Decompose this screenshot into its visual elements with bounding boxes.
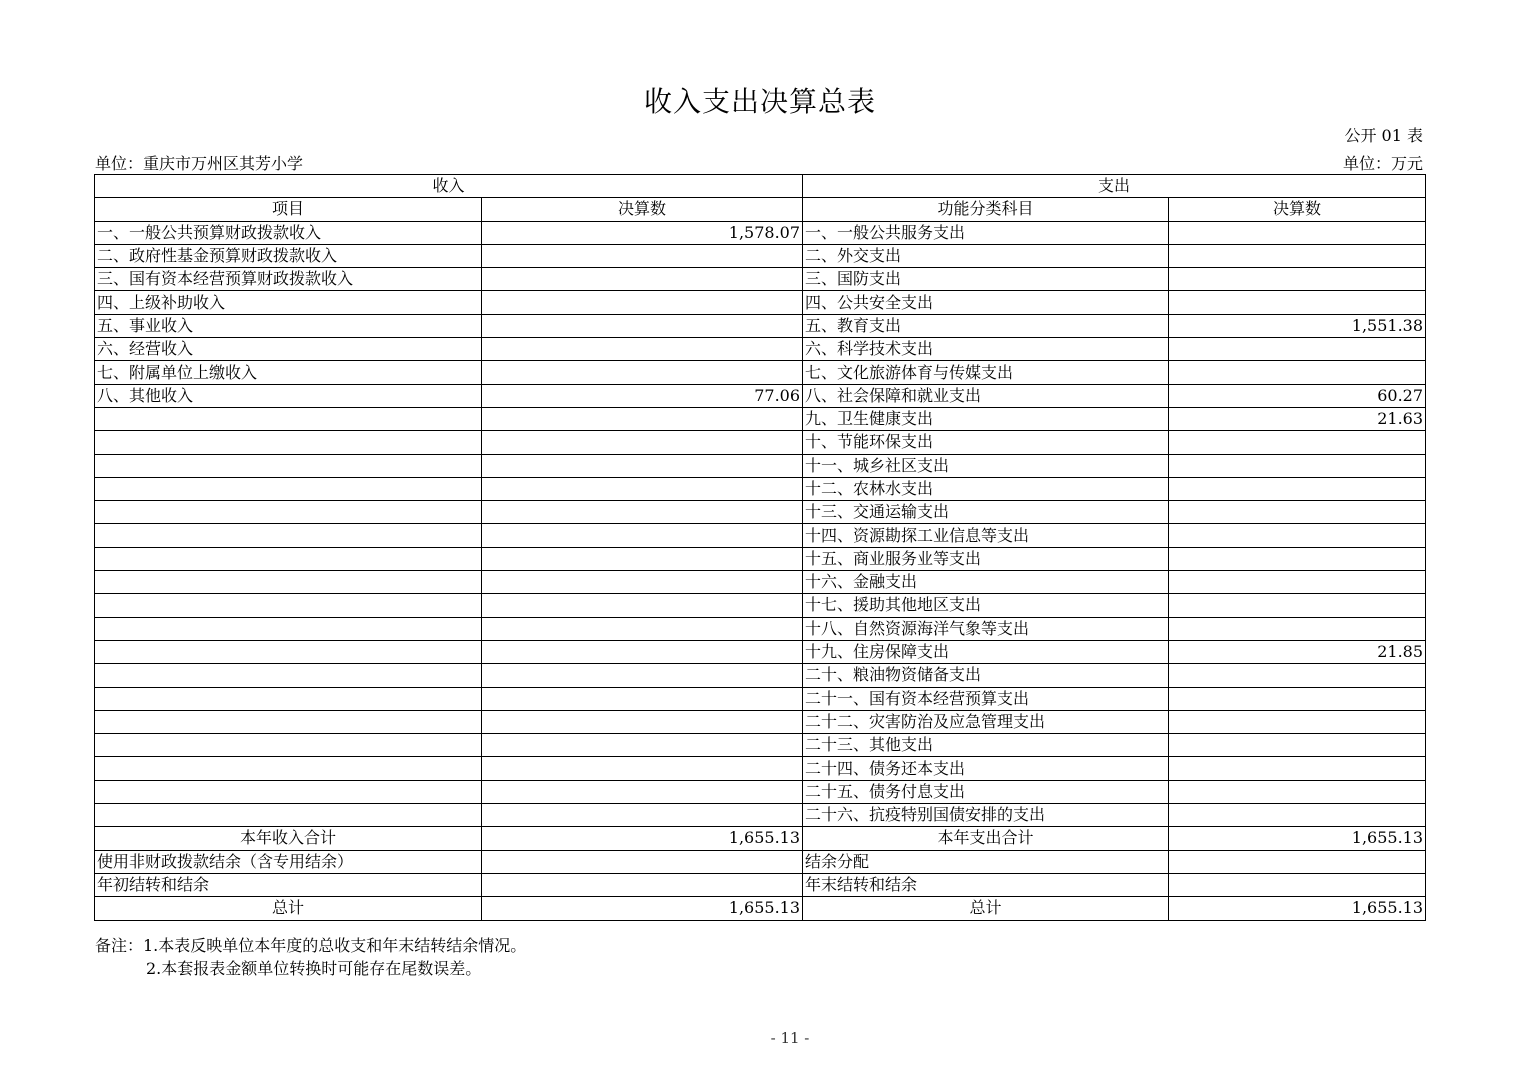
total-row — [95, 897, 1426, 920]
income-amount-cell — [482, 454, 803, 477]
income-amount-header: 决算数 — [482, 198, 803, 221]
income-item-cell — [95, 407, 482, 430]
table-row — [95, 594, 1426, 617]
expense-amount-cell — [1169, 617, 1426, 640]
expense-total-label: 总计 — [803, 897, 1169, 920]
table-row — [95, 873, 1426, 896]
income-item-cell — [95, 501, 482, 524]
table-row — [95, 384, 1426, 407]
income-item-cell — [95, 687, 482, 710]
expense-amount-cell — [1169, 291, 1426, 314]
income-item-cell: 五、事业收入 — [95, 314, 482, 337]
expense-amount-cell — [1169, 804, 1426, 827]
expense-item-cell: 六、科学技术支出 — [803, 338, 1169, 361]
expense-subtotal-label: 本年支出合计 — [803, 827, 1169, 850]
expense-item-cell: 五、教育支出 — [803, 314, 1169, 337]
table-row — [95, 850, 1426, 873]
expense-amount-cell — [1169, 780, 1426, 803]
income-amount-cell — [482, 291, 803, 314]
expense-item-cell: 十二、农林水支出 — [803, 477, 1169, 500]
expense-item-cell: 二十一、国有资本经营预算支出 — [803, 687, 1169, 710]
expense-item-cell: 十六、金融支出 — [803, 571, 1169, 594]
expense-amount-cell — [1169, 734, 1426, 757]
income-amount-cell — [482, 757, 803, 780]
table-code: 公开 01 表 — [1344, 126, 1423, 145]
expense-amount-cell: 21.63 — [1169, 407, 1426, 430]
expense-total-amount: 1,655.13 — [1169, 897, 1426, 920]
income-item-cell: 六、经营收入 — [95, 338, 482, 361]
expense-item-cell: 十三、交通运输支出 — [803, 501, 1169, 524]
income-item-cell — [95, 780, 482, 803]
table-summary — [95, 827, 1426, 920]
income-amount-cell — [482, 710, 803, 733]
income-item-cell: 年初结转和结余 — [95, 873, 482, 896]
income-item-cell — [95, 664, 482, 687]
income-amount-cell — [482, 850, 803, 873]
expense-amount-header: 决算数 — [1169, 198, 1426, 221]
expense-amount-cell — [1169, 687, 1426, 710]
income-item-cell: 七、附属单位上缴收入 — [95, 361, 482, 384]
expense-amount-cell — [1169, 710, 1426, 733]
table-row — [95, 664, 1426, 687]
income-item-cell — [95, 710, 482, 733]
expense-amount-cell — [1169, 524, 1426, 547]
income-item-cell: 三、国有资本经营预算财政拨款收入 — [95, 268, 482, 291]
table-row — [95, 338, 1426, 361]
expense-subtotal-amount: 1,655.13 — [1169, 827, 1426, 850]
income-item-cell — [95, 594, 482, 617]
income-item-cell: 二、政府性基金预算财政拨款收入 — [95, 244, 482, 267]
income-item-cell — [95, 640, 482, 663]
income-item-cell — [95, 804, 482, 827]
unit-organization: 单位：重庆市万州区其芳小学 — [95, 154, 304, 173]
income-item-cell — [95, 477, 482, 500]
expense-item-cell: 十四、资源勘探工业信息等支出 — [803, 524, 1169, 547]
expense-amount-cell — [1169, 664, 1426, 687]
page-number: - 11 - — [770, 1029, 810, 1047]
expense-amount-cell: 1,551.38 — [1169, 314, 1426, 337]
expense-item-cell: 二十四、债务还本支出 — [803, 757, 1169, 780]
expense-item-cell: 十七、援助其他地区支出 — [803, 594, 1169, 617]
expense-item-cell: 八、社会保障和就业支出 — [803, 384, 1169, 407]
table-row — [95, 407, 1426, 430]
subtotal-row — [95, 827, 1426, 850]
expense-amount-cell: 60.27 — [1169, 384, 1426, 407]
expense-amount-cell — [1169, 361, 1426, 384]
expense-amount-cell — [1169, 431, 1426, 454]
income-item-cell: 一、一般公共预算财政拨款收入 — [95, 221, 482, 244]
expense-amount-cell — [1169, 547, 1426, 570]
expense-item-cell: 十、节能环保支出 — [803, 431, 1169, 454]
expense-item-cell: 九、卫生健康支出 — [803, 407, 1169, 430]
table-row — [95, 757, 1426, 780]
income-amount-cell — [482, 734, 803, 757]
income-item-cell — [95, 617, 482, 640]
expense-item-cell: 十一、城乡社区支出 — [803, 454, 1169, 477]
page-title: 收入支出决算总表 — [643, 85, 876, 118]
income-amount-cell — [482, 617, 803, 640]
expense-item-header: 功能分类科目 — [803, 198, 1169, 221]
income-amount-cell — [482, 664, 803, 687]
income-expense-table — [94, 174, 1426, 921]
income-subtotal-label: 本年收入合计 — [95, 827, 482, 850]
income-total-amount: 1,655.13 — [482, 897, 803, 920]
table-row — [95, 687, 1426, 710]
income-amount-cell — [482, 268, 803, 291]
table-row — [95, 710, 1426, 733]
expense-amount-cell — [1169, 338, 1426, 361]
income-amount-cell — [482, 407, 803, 430]
income-item-cell: 使用非财政拨款结余（含专用结余） — [95, 850, 482, 873]
table-row — [95, 361, 1426, 384]
income-amount-cell — [482, 780, 803, 803]
expense-amount-cell — [1169, 594, 1426, 617]
expense-group-header: 支出 — [803, 175, 1426, 198]
expense-amount-cell — [1169, 268, 1426, 291]
expense-item-cell: 二十五、债务付息支出 — [803, 780, 1169, 803]
expense-amount-cell — [1169, 501, 1426, 524]
table-column-header-row — [95, 198, 1426, 221]
table-body — [95, 221, 1426, 827]
expense-item-cell: 二十三、其他支出 — [803, 734, 1169, 757]
table-row — [95, 640, 1426, 663]
expense-amount-cell — [1169, 454, 1426, 477]
unit-currency: 单位：万元 — [1342, 154, 1423, 173]
expense-item-cell: 四、公共安全支出 — [803, 291, 1169, 314]
income-item-cell — [95, 757, 482, 780]
table-row — [95, 524, 1426, 547]
table-group-header-row — [95, 175, 1426, 198]
table-row — [95, 617, 1426, 640]
income-item-header: 项目 — [95, 198, 482, 221]
income-amount-cell — [482, 361, 803, 384]
income-amount-cell — [482, 547, 803, 570]
expense-amount-cell — [1169, 221, 1426, 244]
income-amount-cell — [482, 501, 803, 524]
income-item-cell — [95, 431, 482, 454]
expense-item-cell: 二十六、抗疫特别国债安排的支出 — [803, 804, 1169, 827]
expense-amount-cell — [1169, 477, 1426, 500]
expense-amount-cell — [1169, 850, 1426, 873]
note-line-2: 2.本套报表金额单位转换时可能存在尾数误差。 — [146, 959, 482, 978]
expense-item-cell: 十五、商业服务业等支出 — [803, 547, 1169, 570]
expense-item-cell: 二、外交支出 — [803, 244, 1169, 267]
table-row — [95, 477, 1426, 500]
expense-item-cell: 七、文化旅游体育与传媒支出 — [803, 361, 1169, 384]
table-row — [95, 431, 1426, 454]
income-amount-cell — [482, 594, 803, 617]
expense-item-cell: 三、国防支出 — [803, 268, 1169, 291]
table-row — [95, 571, 1426, 594]
table-row — [95, 314, 1426, 337]
income-group-header: 收入 — [95, 175, 803, 198]
income-subtotal-amount: 1,655.13 — [482, 827, 803, 850]
income-amount-cell — [482, 244, 803, 267]
expense-item-cell: 二十、粮油物资储备支出 — [803, 664, 1169, 687]
expense-item-cell: 结余分配 — [803, 850, 1169, 873]
expense-item-cell: 十八、自然资源海洋气象等支出 — [803, 617, 1169, 640]
income-amount-cell — [482, 640, 803, 663]
income-amount-cell — [482, 314, 803, 337]
table-row — [95, 221, 1426, 244]
table-row — [95, 268, 1426, 291]
income-item-cell — [95, 571, 482, 594]
income-item-cell: 八、其他收入 — [95, 384, 482, 407]
table-row — [95, 804, 1426, 827]
income-amount-cell — [482, 873, 803, 896]
table-row — [95, 501, 1426, 524]
income-amount-cell — [482, 338, 803, 361]
notes — [95, 934, 526, 980]
expense-amount-cell — [1169, 873, 1426, 896]
income-amount-cell: 1,578.07 — [482, 221, 803, 244]
expense-amount-cell — [1169, 757, 1426, 780]
income-item-cell: 四、上级补助收入 — [95, 291, 482, 314]
table-row — [95, 734, 1426, 757]
income-item-cell — [95, 524, 482, 547]
table-row — [95, 780, 1426, 803]
income-amount-cell — [482, 571, 803, 594]
income-item-cell — [95, 454, 482, 477]
table-row — [95, 454, 1426, 477]
expense-item-cell: 二十二、灾害防治及应急管理支出 — [803, 710, 1169, 733]
income-amount-cell: 77.06 — [482, 384, 803, 407]
income-amount-cell — [482, 524, 803, 547]
table-row — [95, 291, 1426, 314]
expense-item-cell: 年末结转和结余 — [803, 873, 1169, 896]
income-amount-cell — [482, 804, 803, 827]
expense-amount-cell: 21.85 — [1169, 640, 1426, 663]
expense-amount-cell — [1169, 244, 1426, 267]
expense-amount-cell — [1169, 571, 1426, 594]
expense-item-cell: 一、一般公共服务支出 — [803, 221, 1169, 244]
income-item-cell — [95, 734, 482, 757]
table-row — [95, 547, 1426, 570]
income-amount-cell — [482, 477, 803, 500]
income-amount-cell — [482, 431, 803, 454]
table-row — [95, 244, 1426, 267]
income-amount-cell — [482, 687, 803, 710]
expense-item-cell: 十九、住房保障支出 — [803, 640, 1169, 663]
income-total-label: 总计 — [95, 897, 482, 920]
note-line-1: 备注：1.本表反映单位本年度的总收支和年末结转结余情况。 — [95, 936, 527, 955]
income-item-cell — [95, 547, 482, 570]
